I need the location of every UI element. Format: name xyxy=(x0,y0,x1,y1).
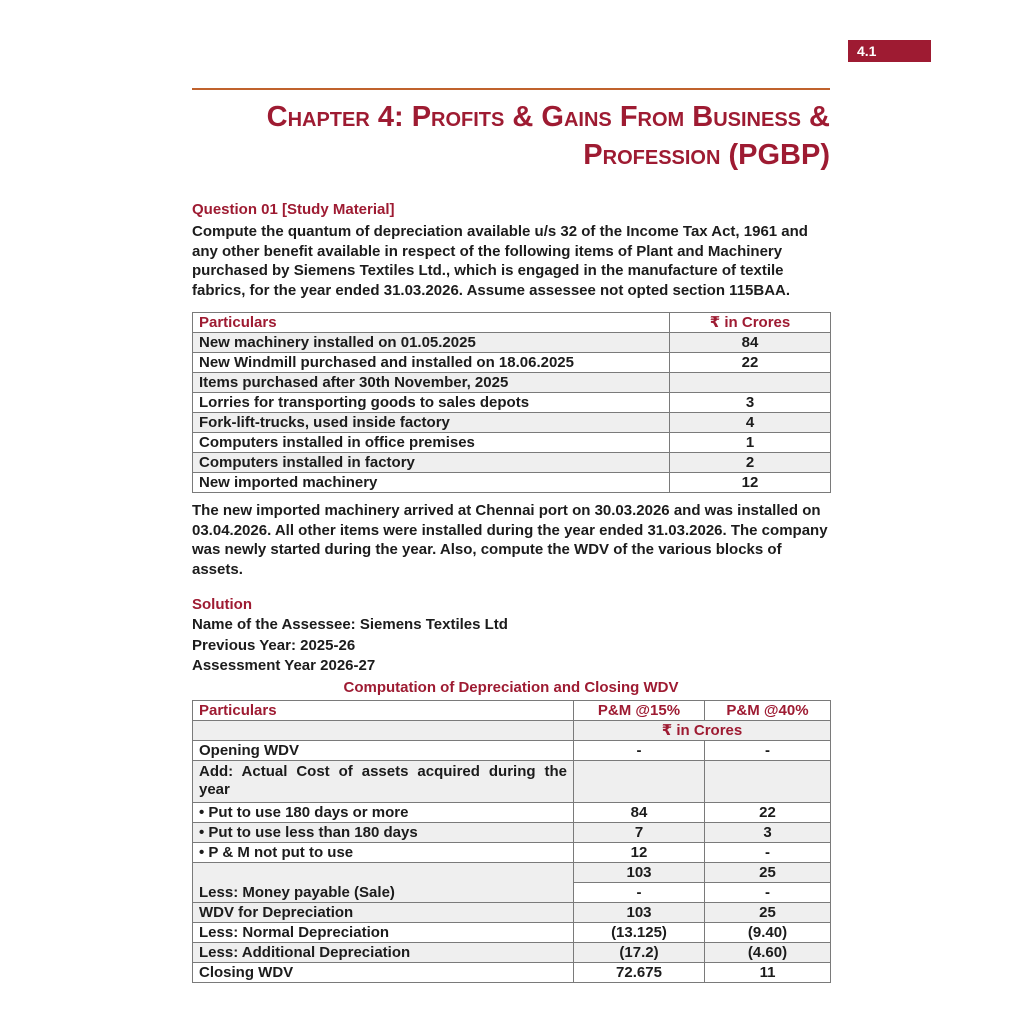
row-label: Less: Normal Depreciation xyxy=(193,922,574,942)
page-content xyxy=(192,88,830,983)
row-value-40: 3 xyxy=(705,822,831,842)
row-value-15: 103 xyxy=(574,902,705,922)
unit-label: ₹ in Crores xyxy=(574,720,831,740)
assessment-year-line: Assessment Year 2026-27 xyxy=(192,657,376,674)
question-body: Compute the quantum of depreciation available u/s 32 of the Income Tax Act, 1961 and any other benefit available in respect of the following items of Plant and Machinery purchased by Siemens Textiles Ltd., which is engaged in the manufacture of textile fabrics, for the year ended 31.03.2026. Assume assessee not opted section 115BAA. xyxy=(192,223,808,299)
row-label: WDV for Depreciation xyxy=(193,902,574,922)
row-label: Closing WDV xyxy=(193,962,574,982)
previous-year-line: Previous Year: 2025-26 xyxy=(192,636,356,654)
table-row xyxy=(193,902,831,922)
row-label: Opening WDV xyxy=(193,740,574,760)
table-row xyxy=(193,942,831,962)
row-value-40: 25 xyxy=(705,862,831,882)
page-number-badge: 4.1 xyxy=(848,40,931,62)
table-row xyxy=(193,453,831,473)
item-label: Computers installed in factory xyxy=(193,453,670,473)
row-label: Less: Additional Depreciation xyxy=(193,942,574,962)
items-table xyxy=(192,312,831,493)
row-value-40: - xyxy=(705,882,831,902)
items-header-particulars: Particulars xyxy=(193,313,670,333)
item-label: Lorries for transporting goods to sales depots xyxy=(193,393,670,413)
table-header-row xyxy=(193,313,831,333)
chapter-title xyxy=(192,98,830,174)
row-label-money-payable: Less: Money payable (Sale) xyxy=(193,862,574,902)
empty-cell xyxy=(193,720,574,740)
item-value: 3 xyxy=(670,393,831,413)
item-label: New imported machinery xyxy=(193,473,670,493)
computation-table-title: Computation of Depreciation and Closing WDV xyxy=(343,678,679,696)
comp-header-particulars: Particulars xyxy=(193,700,574,720)
row-value-40: (4.60) xyxy=(705,942,831,962)
row-value-15: 72.675 xyxy=(574,962,705,982)
row-value-15: 84 xyxy=(574,802,705,822)
table-row xyxy=(193,822,831,842)
question-heading: Question 01 [Study Material] xyxy=(192,201,395,218)
item-value: 1 xyxy=(670,433,831,453)
item-value xyxy=(670,373,831,393)
item-value: 12 xyxy=(670,473,831,493)
comp-header-pm15: P&M @15% xyxy=(574,700,705,720)
computation-table xyxy=(192,700,831,983)
row-value-40: 25 xyxy=(705,902,831,922)
item-value: 2 xyxy=(670,453,831,473)
chapter-title-line-2: Profession (PGBP) xyxy=(583,139,830,171)
solution-heading: Solution xyxy=(192,596,252,613)
row-value-40: - xyxy=(705,740,831,760)
row-label: • P & M not put to use xyxy=(193,842,574,862)
item-label: New machinery installed on 01.05.2025 xyxy=(193,333,670,353)
row-value-40: - xyxy=(705,842,831,862)
row-label: • Put to use 180 days or more xyxy=(193,802,574,822)
item-value: 22 xyxy=(670,353,831,373)
table-row xyxy=(193,473,831,493)
item-label: Items purchased after 30th November, 2025 xyxy=(193,373,670,393)
row-value-40: 11 xyxy=(705,962,831,982)
table-row xyxy=(193,413,831,433)
table-row xyxy=(193,740,831,760)
table-row xyxy=(193,393,831,413)
row-value-40 xyxy=(705,760,831,802)
table-row xyxy=(193,862,831,882)
table-header-row xyxy=(193,700,831,720)
table-row xyxy=(193,802,831,822)
assessee-line: Name of the Assessee: Siemens Textiles Ltd xyxy=(192,616,508,633)
row-label: • Put to use less than 180 days xyxy=(193,822,574,842)
table-row xyxy=(193,373,831,393)
table-row xyxy=(193,760,831,802)
row-value-15: 7 xyxy=(574,822,705,842)
row-value-15 xyxy=(574,760,705,802)
items-header-crores: ₹ in Crores xyxy=(670,313,831,333)
item-label: Fork-lift-trucks, used inside factory xyxy=(193,413,670,433)
item-value: 4 xyxy=(670,413,831,433)
item-value: 84 xyxy=(670,333,831,353)
row-value-15: 12 xyxy=(574,842,705,862)
row-value-15: (17.2) xyxy=(574,942,705,962)
row-value-40: 22 xyxy=(705,802,831,822)
row-label: Add: Actual Cost of assets acquired during the year xyxy=(193,760,574,802)
unit-row xyxy=(193,720,831,740)
item-label: New Windmill purchased and installed on 18.06.2025 xyxy=(193,353,670,373)
row-value-15: - xyxy=(574,882,705,902)
table-row xyxy=(193,353,831,373)
table-row xyxy=(193,433,831,453)
note-paragraph: The new imported machinery arrived at Chennai port on 30.03.2026 and was installed on 03.04.2026. All other items were installed during the year ended 31.03.2026. The company was newly started during the year. Also, compute the WDV of the various blocks of assets. xyxy=(192,502,828,578)
title-rule xyxy=(192,88,830,90)
comp-header-pm40: P&M @40% xyxy=(705,700,831,720)
item-label: Computers installed in office premises xyxy=(193,433,670,453)
table-row xyxy=(193,333,831,353)
row-value-15: (13.125) xyxy=(574,922,705,942)
table-row xyxy=(193,962,831,982)
row-value-15: 103 xyxy=(574,862,705,882)
table-row xyxy=(193,922,831,942)
row-value-40: (9.40) xyxy=(705,922,831,942)
table-row xyxy=(193,842,831,862)
row-value-15: - xyxy=(574,740,705,760)
chapter-title-line-1: Chapter 4: Profits & Gains From Business & xyxy=(266,101,830,133)
